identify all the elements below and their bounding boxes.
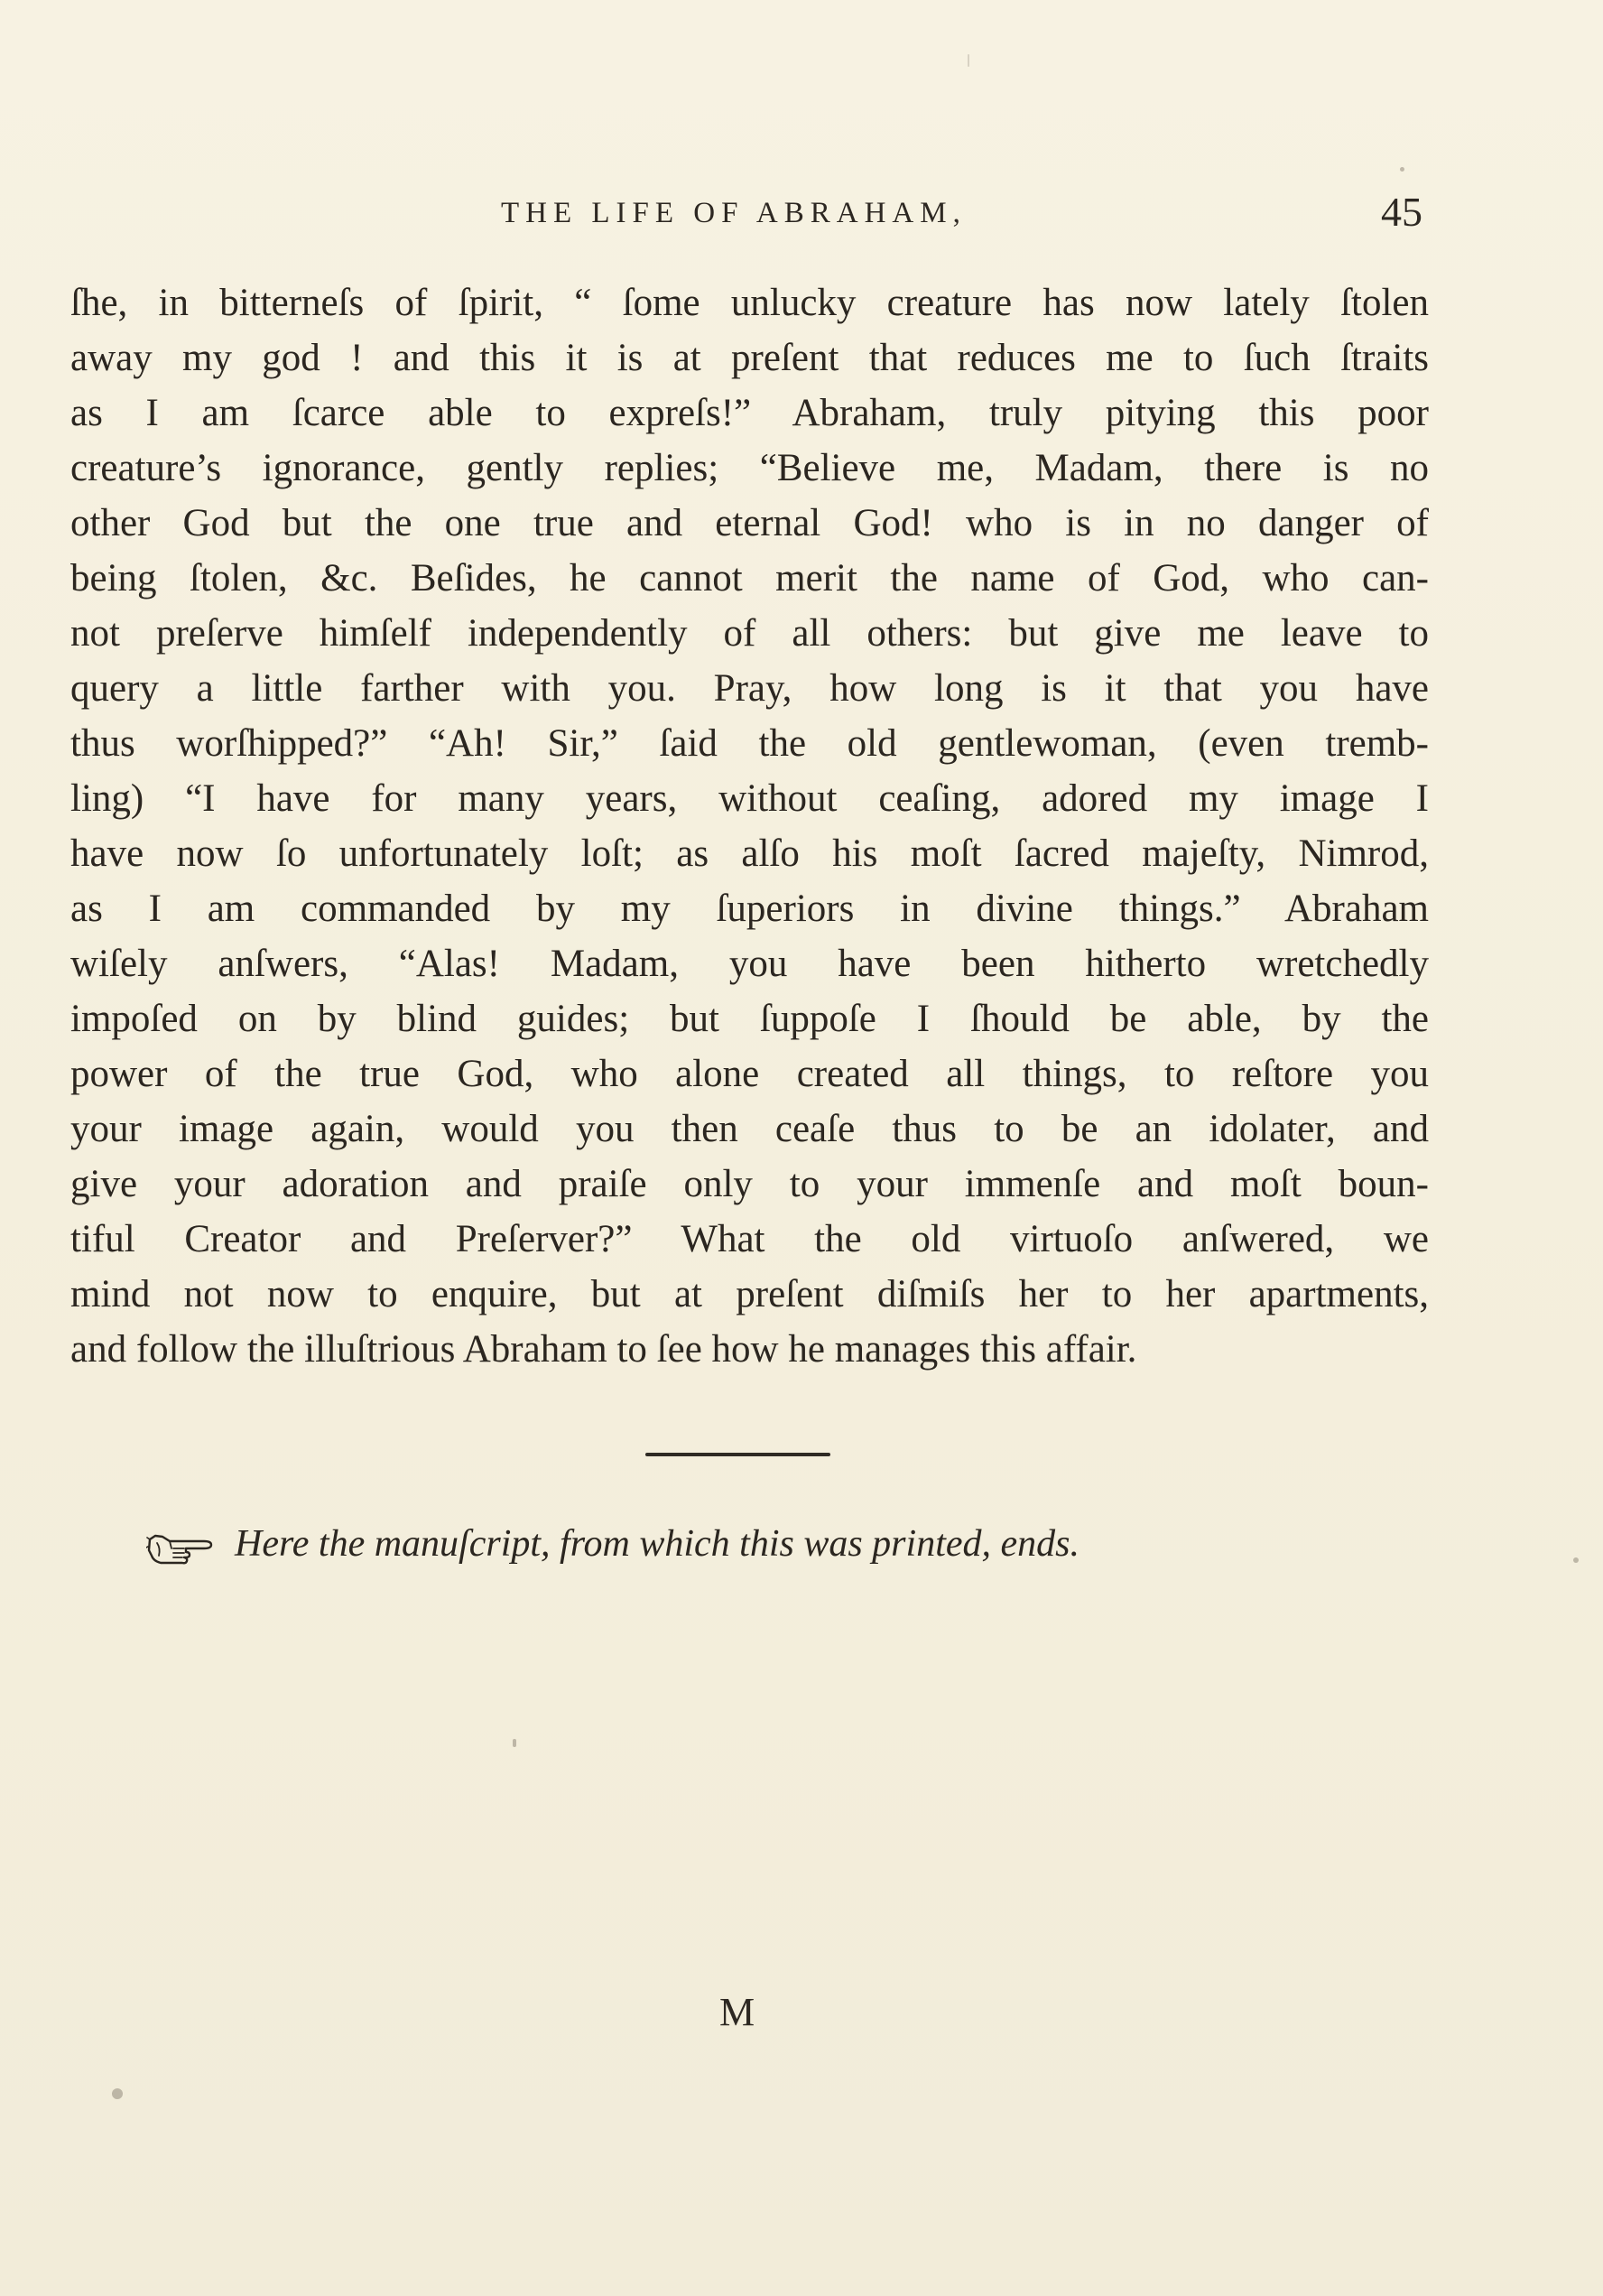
text-line: as I am ſcarce able to expreſs!” Abraham, truly pitying this poor [70,392,1429,434]
signature-mark: M [719,1990,755,2034]
paper-speck [513,1739,516,1747]
body-text [70,275,1429,1377]
text-line: wiſely anſwers, “Alas! Madam, you have been hitherto wretchedly [70,943,1429,985]
text-line: and follow the illuſtrious Abraham to ſee how he manages this affair. [70,1328,1137,1371]
text-line: being ſtolen, &c. Beſides, he cannot merit the name of God, who can- [70,557,1429,600]
text-line: ling) “I have for many years, without ceaſing, adored my image I [70,777,1429,820]
end-note-text: Here the manuſcript, from which this was printed, ends. [235,1523,1079,1565]
end-note [146,1517,1079,1571]
page-number: 45 [1381,189,1422,235]
paper-speck [968,54,969,67]
text-line: your image again, would you then ceaſe thus to be an idolater, and [70,1108,1429,1150]
paper-speck [112,2088,123,2099]
text-line: tiful Creator and Preſerver?” What the old virtuoſo anſwered, we [70,1218,1429,1260]
text-line: power of the true God, who alone created all things, to reſtore you [70,1053,1429,1095]
text-line: thus worſhipped?” “Ah! Sir,” ſaid the old gentlewoman, (even tremb- [70,722,1429,765]
running-head: THE LIFE OF ABRAHAM, [501,197,967,229]
text-line: have now ſo unfortunately loſt; as alſo his moſt ſacred majeſty, Nimrod, [70,832,1429,875]
text-line: not preſerve himſelf independently of all others: but give me leave to [70,612,1429,655]
text-line: ſhe, in bitterneſs of ſpirit, “ ſome unlucky creature has now lately ſtolen [70,282,1429,324]
paper-speck [1400,167,1404,172]
section-rule [645,1453,830,1456]
text-line: impoſed on by blind guides; but ſuppoſe I ſhould be able, by the [70,998,1429,1040]
text-line: give your adoration and praiſe only to your immenſe and moſt boun- [70,1163,1429,1205]
text-line: away my god ! and this it is at preſent that reduces me to ſuch ſtraits [70,337,1429,379]
pointing-hand-icon [146,1529,215,1565]
text-line: other God but the one true and eternal God! who is in no danger of [70,502,1429,544]
text-line: creature’s ignorance, gently replies; “Believe me, Madam, there is no [70,447,1429,489]
text-line: as I am commanded by my ſuperiors in divine things.” Abraham [70,888,1429,930]
text-line: mind not now to enquire, but at preſent diſmiſs her to her apartments, [70,1273,1429,1315]
text-line: query a little farther with you. Pray, how long is it that you have [70,667,1429,710]
paper-speck [1573,1557,1579,1563]
